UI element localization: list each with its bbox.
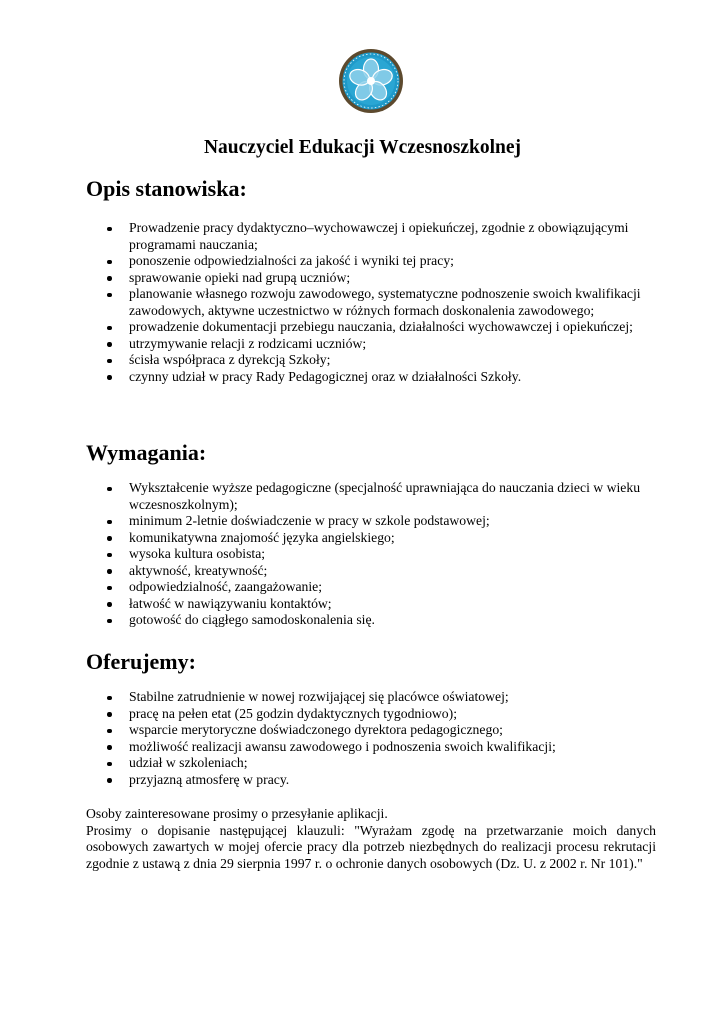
list-item: minimum 2-letnie doświadczenie w pracy w szkole podstawowej; bbox=[86, 513, 646, 530]
list-item: ponoszenie odpowiedzialności za jakość i wyniki tej pracy; bbox=[86, 253, 646, 270]
list-item: prowadzenie dokumentacji przebiegu nauczania, działalności wychowawczej i opiekuńczej; bbox=[86, 319, 646, 336]
closing-text bbox=[86, 806, 656, 872]
list-item: planowanie własnego rozwoju zawodowego, systematyczne podnoszenie swoich kwalifikacji zawodowych, aktywne uczestnictwo w różnych formach doskonalenia zawodowego; bbox=[86, 286, 646, 319]
list-item: komunikatywna znajomość języka angielskiego; bbox=[86, 530, 646, 547]
list-item: łatwość w nawiązywaniu kontaktów; bbox=[86, 596, 646, 613]
document-title: Nauczyciel Edukacji Wczesnoszkolnej bbox=[203, 137, 522, 158]
gdpr-clause: Prosimy o dopisanie następującej klauzuli: "Wyrażam zgodę na przetwarzanie moich danych osobowych zawartych w mojej ofercie pracy dla potrzeb niezbędnych do realizacji procesu rekrutacji zgodnie z ustawą z dnia 29 sierpnia 1997 r. o ochronie danych osobowych (Dz. U. z 2002 r. Nr 101)." bbox=[86, 822, 656, 871]
application-note: Osoby zainteresowane prosimy o przesyłanie aplikacji. bbox=[86, 806, 388, 821]
list-item: sprawowanie opieki nad grupą uczniów; bbox=[86, 270, 646, 287]
section-heading-job-description: Opis stanowiska: bbox=[86, 176, 247, 201]
job-description-list bbox=[86, 220, 646, 385]
list-item: gotowość do ciągłego samodoskonalenia się. bbox=[86, 612, 646, 629]
section-heading-requirements: Wymagania: bbox=[86, 440, 207, 465]
requirements-list bbox=[86, 480, 646, 629]
list-item: możliwość realizacji awansu zawodowego i podnoszenia swoich kwalifikacji; bbox=[86, 739, 646, 756]
list-item: Prowadzenie pracy dydaktyczno–wychowawczej i opiekuńczej, zgodnie z obowiązującymi programami nauczania; bbox=[86, 220, 646, 253]
list-item: utrzymywanie relacji z rodzicami uczniów; bbox=[86, 336, 646, 353]
list-item: przyjazną atmosferę w pracy. bbox=[86, 772, 646, 789]
flower-logo-icon bbox=[338, 48, 404, 114]
section-heading-we-offer: Oferujemy: bbox=[86, 649, 196, 674]
list-item: Stabilne zatrudnienie w nowej rozwijającej się placówce oświatowej; bbox=[86, 689, 646, 706]
list-item: ścisła współpraca z dyrekcją Szkoły; bbox=[86, 352, 646, 369]
list-item: aktywność, kreatywność; bbox=[86, 563, 646, 580]
list-item: Wykształcenie wyższe pedagogiczne (specjalność uprawniająca do nauczania dzieci w wieku wczesnoszkolnym); bbox=[86, 480, 646, 513]
we-offer-list bbox=[86, 689, 646, 788]
list-item: udział w szkoleniach; bbox=[86, 755, 646, 772]
list-item: wsparcie merytoryczne doświadczonego dyrektora pedagogicznego; bbox=[86, 722, 646, 739]
list-item: pracę na pełen etat (25 godzin dydaktycznych tygodniowo); bbox=[86, 706, 646, 723]
list-item: czynny udział w pracy Rady Pedagogicznej oraz w działalności Szkoły. bbox=[86, 369, 646, 386]
list-item: wysoka kultura osobista; bbox=[86, 546, 646, 563]
list-item: odpowiedzialność, zaangażowanie; bbox=[86, 579, 646, 596]
